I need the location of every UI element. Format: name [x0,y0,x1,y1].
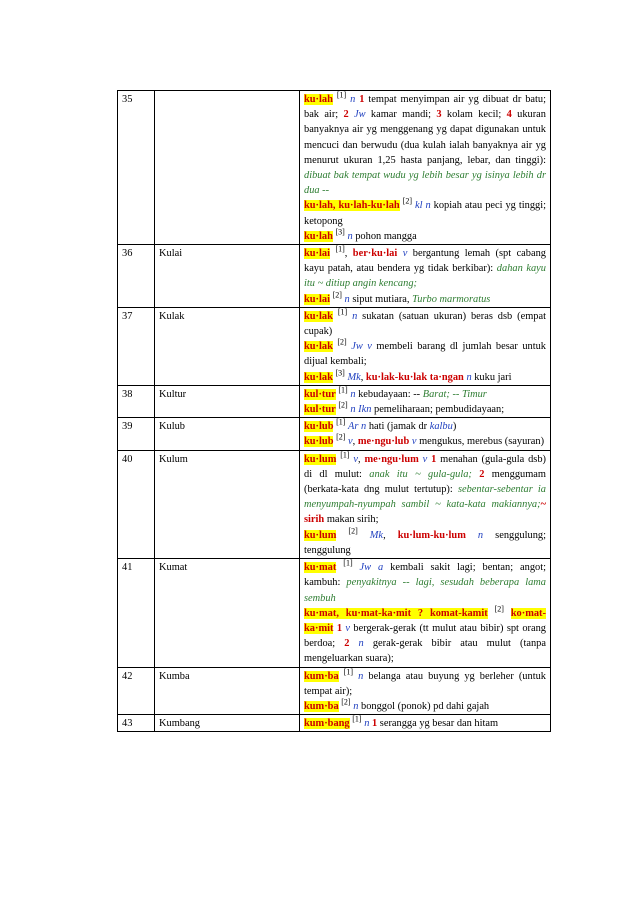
homonym-number: [1] [340,450,350,460]
definition-text [488,608,495,619]
grammar-label: v [345,622,351,634]
homonym-number: [2] [348,526,358,536]
table-row [118,667,551,715]
headword-cell: Kulak [155,307,300,385]
sense-marker: me·ngu·lum [364,453,419,465]
entry-headword: kul·tur [304,388,336,400]
sense-marker: 1 [336,622,343,634]
grammar-label: n [350,94,356,105]
definition-entry [304,699,546,714]
grammar-label: n [477,529,484,541]
grammar-label: Mk [347,371,361,383]
definition-entry [304,606,546,667]
row-number: 41 [118,559,155,667]
table-row [118,418,551,450]
entry-headword: kum·ba [304,700,339,712]
definition-text: hati (jamak dr [366,421,430,433]
grammar-label: kl [414,200,423,212]
definition-entry [304,402,546,417]
definition-entry [304,434,546,449]
homonym-number: [1] [338,385,348,395]
definition-text: membeli barang dl jumlah besar untuk dijual kembali; [304,341,546,368]
entry-headword: ku·lak [304,341,333,353]
row-number: 39 [118,418,155,450]
entry-headword: ku·lah [304,94,333,105]
table-row [118,559,551,667]
example-text: penyakitnya -- lagi, sesudah beberapa lama sembuh [304,577,546,604]
definition-text: kolam kecil; [441,109,507,121]
definition-text: pemeliharaan; pembudidayaan; [371,404,505,416]
grammar-label: v [402,248,408,260]
homonym-number: [1] [337,307,348,317]
definition-text: gerak-gerak bibir atau mulut (tanpa mengeluarkan suara); [304,638,546,665]
entry-headword: ku·lub [304,421,334,433]
row-number: 42 [118,667,155,715]
definition-text: tempat menyimpan air yg dibuat dr batu; bak air; [304,94,546,121]
table-row [118,715,551,732]
sense-marker: 1 [372,718,378,730]
definition-text: , [383,529,398,541]
sense-marker: 2 [479,468,485,480]
homonym-number: [2] [338,400,348,410]
definition-text: makan sirih; [324,514,379,526]
definition-text: kuku jari [471,371,512,383]
definition-text [358,530,370,541]
row-number: 40 [118,450,155,558]
definition-text [466,530,478,541]
entry-headword: ku·lah, ku·lah-ku·lah [304,200,400,212]
headword-cell: Kumat [155,559,300,667]
grammar-label: Ikn [358,404,372,416]
grammar-label: n [364,718,370,730]
grammar-label: v [367,341,372,353]
grammar-label: v [348,436,353,448]
grammar-label: n [347,230,353,242]
definition-cell [300,450,551,558]
definition-cell [300,385,551,417]
homonym-number: [2] [336,433,346,442]
row-number: 37 [118,307,155,385]
definition-text [349,638,358,649]
entry-headword: ku·lah [304,230,333,242]
homonym-number: [1] [343,667,354,677]
entry-headword: ku·mat [304,562,337,574]
grammar-label: n [358,670,364,682]
definition-entry [304,370,546,385]
homonym-number: [2] [494,604,504,614]
definition-entry [304,452,546,528]
definition-entry [304,716,546,731]
grammar-label: n [425,200,431,212]
definition-text: menahan (gula-gula dsb) di dl mulut: [304,453,546,480]
definition-entry [304,560,546,606]
sense-marker: ku·lum-ku·lum [397,529,466,541]
table-row [118,91,551,245]
entry-headword: ku·lum [304,453,337,465]
homonym-number: [2] [337,337,347,347]
grammar-label: n [353,700,359,712]
table-row [118,450,551,558]
definition-cell [300,715,551,732]
entry-headword: ku·lak [304,371,333,383]
definition-text: mengukus, merebus (sayuran) [416,436,545,448]
definition-text: serangga yg besar dan hitam [377,718,499,730]
grammar-label: v [353,453,359,465]
sense-marker: me·ngu·lub [357,436,410,448]
definition-text: sukatan (satuan ukuran) beras dsb (empat cupak) [304,310,546,338]
definition-entry [304,309,546,339]
homonym-number: [1] [336,90,347,100]
definition-cell [300,418,551,450]
definition-entry [304,229,546,244]
entry-headword: ku·lak [304,310,333,322]
definition-text: belanga atau buyung yg berleher (untuk tempat air); [304,670,546,697]
headword-cell: Kulum [155,450,300,558]
sense-marker: 2 [344,638,350,650]
sense-marker: 1 [359,94,365,105]
homonym-number: [3] [335,227,345,237]
definition-entry [304,198,546,228]
sense-marker: 4 [506,109,512,121]
definition-text [504,608,511,619]
headword-cell: Kumba [155,667,300,715]
headword-cell: Kulub [155,418,300,450]
row-number: 35 [118,91,155,245]
definition-cell [300,559,551,667]
sense-marker: 3 [436,109,442,121]
homonym-number: [2] [402,196,412,206]
grammar-label: a [378,562,384,574]
homonym-number: [3] [335,368,345,378]
headword-cell [155,91,300,245]
grammar-label: n [344,293,350,305]
sense-marker: 1 [431,453,437,465]
definition-text [353,562,360,573]
example-text: sebentar-sebentar ia menyumpah-nyumpah sambil ~ kata-kata makiannya; [304,484,546,511]
definition-entry [304,246,546,292]
example-text: anak itu ~ gula-gula; [369,468,472,480]
grammar-label: Jw [359,562,372,574]
dictionary-table-body [118,91,551,732]
sense-marker: ku·lak-ku·lak ta·ngan [365,371,464,383]
table-row [118,245,551,308]
definition-text: , [352,436,358,448]
entry-headword: kum·ba [304,670,339,682]
dictionary-table [117,90,551,732]
row-number: 38 [118,385,155,417]
headword-cell: Kulai [155,245,300,308]
row-number: 36 [118,245,155,308]
entry-headword: ku·lai [304,293,330,305]
definition-text: menggumam (berkata-kata dng mulut tertutup): [304,468,546,496]
definition-text: kebudayaan: -- [355,388,423,400]
definition-cell [300,307,551,385]
entry-headword: ko·mat-ka·mit [304,607,546,634]
entry-headword: ku·mat, ku·mat-ka·mit ? komat-kamit [304,607,488,619]
definition-entry [304,339,546,369]
definition-text [371,562,378,573]
grammar-label: n [466,371,472,383]
headword-cell: Kultur [155,385,300,417]
definition-text: ukuran banyaknya air yg menggenang yg dapat digunakan untuk mencuci dan berwudu (dua kulah ialah banyaknya air yg menurut ukuran 1,25 hasta panjang, lebar, dan tinggi): [304,109,546,166]
entry-headword: kum·bang [304,718,350,730]
grammar-label: Jw [354,109,366,121]
sense-marker: 2 [343,109,349,121]
definition-text: kopiah atau peci yg tinggi; ketopong [304,200,546,227]
grammar-label: n [350,404,356,416]
grammar-label: Jw [351,341,363,353]
definition-text: ) [452,421,457,433]
table-row [118,385,551,417]
definition-text: kembali sakit lagi; bentan; angot; kambuh: [304,562,546,589]
grammar-label: n [358,638,364,650]
homonym-number: [1] [335,244,345,254]
definition-entry [304,292,546,307]
definition-cell [300,91,551,245]
example-text: dibuat bak tempat wudu yg lebih besar yg isinya lebih dr dua -- [304,170,546,197]
example-text: dahan kayu itu ~ ditiup angin kencang; [304,263,546,290]
homonym-number: [2] [341,697,351,707]
homonym-number: [1] [352,714,362,724]
grammar-label: n [361,421,367,433]
entry-headword: ku·lub [304,436,334,448]
definition-text [336,530,348,541]
definition-text: bergantung lemah (spt cabang kayu patah, atau bendera yg tidak berkibar): [304,248,546,275]
definition-text: bergerak-gerak (tt mulut atau bibir) spt orang berdoa; [304,622,546,650]
definition-text: pohon mangga [352,230,417,242]
row-number: 43 [118,715,155,732]
definition-text: , [360,371,366,383]
definition-entry [304,669,546,699]
homonym-number: [1] [343,558,353,568]
definition-entry [304,528,546,558]
grammar-label: Mk [369,529,384,541]
homonym-number: [1] [336,417,346,427]
definition-text: , [344,248,353,260]
definition-cell [300,667,551,715]
definition-text: , [358,453,365,465]
grammar-label: Ar [348,421,359,433]
grammar-label: n [352,310,358,322]
entry-headword: ku·lum [304,529,337,541]
example-text: Turbo marmoratus [412,293,491,305]
grammar-label: kalbu [429,421,453,433]
definition-text: bonggol (ponok) pd dahi gajah [358,700,490,712]
definition-entry [304,92,546,198]
grammar-label: v [411,436,417,448]
definition-text: siput mutiara, [349,293,413,305]
definition-text: kamar mandi; [365,109,437,121]
example-text: Barat; -- Timur [422,388,487,400]
table-row [118,307,551,385]
headword-cell: Kumbang [155,715,300,732]
homonym-number: [2] [332,290,342,300]
sense-marker: ~ sirih [304,499,546,526]
sense-marker: ber·ku·lai [352,248,398,260]
definition-cell [300,245,551,308]
grammar-label: v [422,453,428,465]
entry-headword: ku·lai [304,248,330,260]
entry-headword: kul·tur [304,404,336,416]
definition-text: senggulung; tenggulung [304,529,546,556]
grammar-label: n [350,388,356,400]
